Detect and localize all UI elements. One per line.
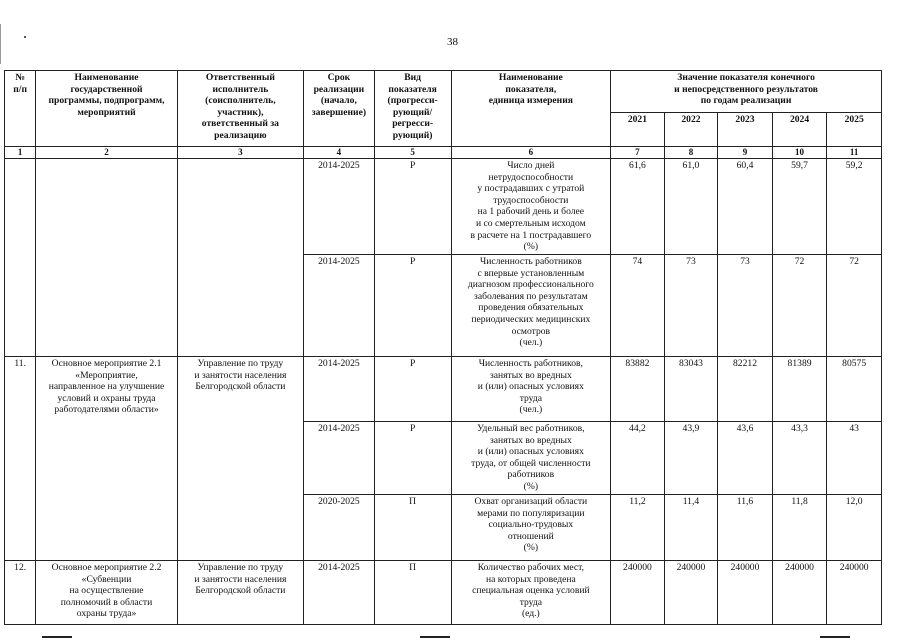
indicator-cell: Количество рабочих мест, на которых проведена специальная оценка условий труда (ед.) [451, 561, 611, 625]
type-cell: Р [374, 255, 451, 357]
indicator-cell: Численность работников с впервые установленным диагнозом профессионального заболевания по результатам проведения обязательных периодических медицинских осмотров (чел.) [451, 255, 611, 357]
period-cell: 2014-2025 [304, 357, 375, 422]
header-name: Наименование государственной программы, подпрограмм, мероприятий [36, 71, 177, 147]
type-cell: П [374, 561, 451, 625]
header-year: 2025 [827, 113, 882, 147]
responsible-executor: Управление по труду и занятости населения Белгородской области [177, 561, 303, 625]
indicator-cell: Охват организаций области мерами по популяризации социально-трудовых отношений (%) [451, 495, 611, 561]
responsible-cell-empty [177, 159, 303, 357]
value-cell: 12,0 [827, 495, 882, 561]
value-cell: 240000 [772, 561, 827, 625]
header-year: 2023 [718, 113, 773, 147]
type-cell: П [374, 495, 451, 561]
col-number: 1 [5, 147, 36, 159]
value-cell: 61,6 [611, 159, 665, 255]
value-cell: 61,0 [664, 159, 718, 255]
value-cell: 11,4 [664, 495, 718, 561]
responsible-executor: Управление по труду и занятости населения Белгородской области [177, 357, 303, 561]
value-cell: 83882 [611, 357, 665, 422]
header-year: 2022 [664, 113, 718, 147]
col-number: 11 [827, 147, 882, 159]
indicator-cell: Число дней нетрудоспособности у пострадавших с утратой трудоспособности на 1 рабочий день и более и со смертельным исходом в расчете на 1 пострадавшего (%) [451, 159, 611, 255]
value-cell: 43 [827, 422, 882, 495]
value-cell: 59,2 [827, 159, 882, 255]
item-number: 12. [5, 561, 36, 625]
header-values: Значение показателя конечного и непосредственного результатов по годам реализации [611, 71, 882, 113]
period-cell: 2014-2025 [304, 255, 375, 357]
page-bottom-edge [0, 634, 905, 640]
header-year: 2024 [772, 113, 827, 147]
value-cell: 72 [772, 255, 827, 357]
program-indicators-table [4, 70, 882, 625]
value-cell: 59,7 [772, 159, 827, 255]
header-responsible: Ответственный исполнитель (соисполнитель, участник), ответственный за реализацию [177, 71, 303, 147]
header-year: 2021 [611, 113, 665, 147]
header-num: № п/п [5, 71, 36, 147]
col-number: 7 [611, 147, 665, 159]
table-row [5, 357, 882, 422]
col-number: 3 [177, 147, 303, 159]
header-period: Срок реализации (начало, завершение) [304, 71, 375, 147]
type-cell: Р [374, 357, 451, 422]
table-row [5, 561, 882, 625]
period-cell: 2020-2025 [304, 495, 375, 561]
value-cell: 240000 [664, 561, 718, 625]
period-cell: 2014-2025 [304, 159, 375, 255]
column-numbers-row [5, 147, 882, 159]
value-cell: 43,3 [772, 422, 827, 495]
value-cell: 83043 [664, 357, 718, 422]
value-cell: 240000 [718, 561, 773, 625]
type-cell: Р [374, 422, 451, 495]
value-cell: 82212 [718, 357, 773, 422]
value-cell: 72 [827, 255, 882, 357]
value-cell: 73 [664, 255, 718, 357]
item-number: 11. [5, 357, 36, 561]
col-number: 5 [374, 147, 451, 159]
type-cell: Р [374, 159, 451, 255]
col-number: 9 [718, 147, 773, 159]
col-number: 4 [304, 147, 375, 159]
period-cell: 2014-2025 [304, 422, 375, 495]
col-number: 8 [664, 147, 718, 159]
period-cell: 2014-2025 [304, 561, 375, 625]
value-cell: 80575 [827, 357, 882, 422]
scan-crop-mark [820, 636, 850, 638]
value-cell: 11,6 [718, 495, 773, 561]
value-cell: 60,4 [718, 159, 773, 255]
value-cell: 240000 [827, 561, 882, 625]
value-cell: 11,8 [772, 495, 827, 561]
col-number: 10 [772, 147, 827, 159]
scan-crop-mark [42, 636, 72, 638]
page-number: 38 [447, 36, 458, 48]
value-cell: 73 [718, 255, 773, 357]
measure-name: Основное мероприятие 2.2 «Субвенции на осуществление полномочий в области охраны труда» [36, 561, 177, 625]
measure-name: Основное мероприятие 2.1 «Мероприятие, направленное на улучшение условий и охраны труда работодателями области» [36, 357, 177, 561]
value-cell: 43,9 [664, 422, 718, 495]
num-cell-empty [5, 159, 36, 357]
header-type: Вид показателя (прогресси- рующий/ регресси- рующий) [374, 71, 451, 147]
value-cell: 240000 [611, 561, 665, 625]
scan-crop-mark [420, 636, 450, 638]
value-cell: 43,6 [718, 422, 773, 495]
header-indicator: Наименование показателя, единица измерения [451, 71, 611, 147]
value-cell: 81389 [772, 357, 827, 422]
col-number: 2 [36, 147, 177, 159]
value-cell: 74 [611, 255, 665, 357]
indicator-cell: Численность работников, занятых во вредных и (или) опасных условиях труда (чел.) [451, 357, 611, 422]
value-cell: 44,2 [611, 422, 665, 495]
col-number: 6 [451, 147, 611, 159]
table-row [5, 159, 882, 255]
indicator-cell: Удельный вес работников, занятых во вредных и (или) опасных условиях труда, от общей численности работников (%) [451, 422, 611, 495]
value-cell: 11,2 [611, 495, 665, 561]
name-cell-empty [36, 159, 177, 357]
